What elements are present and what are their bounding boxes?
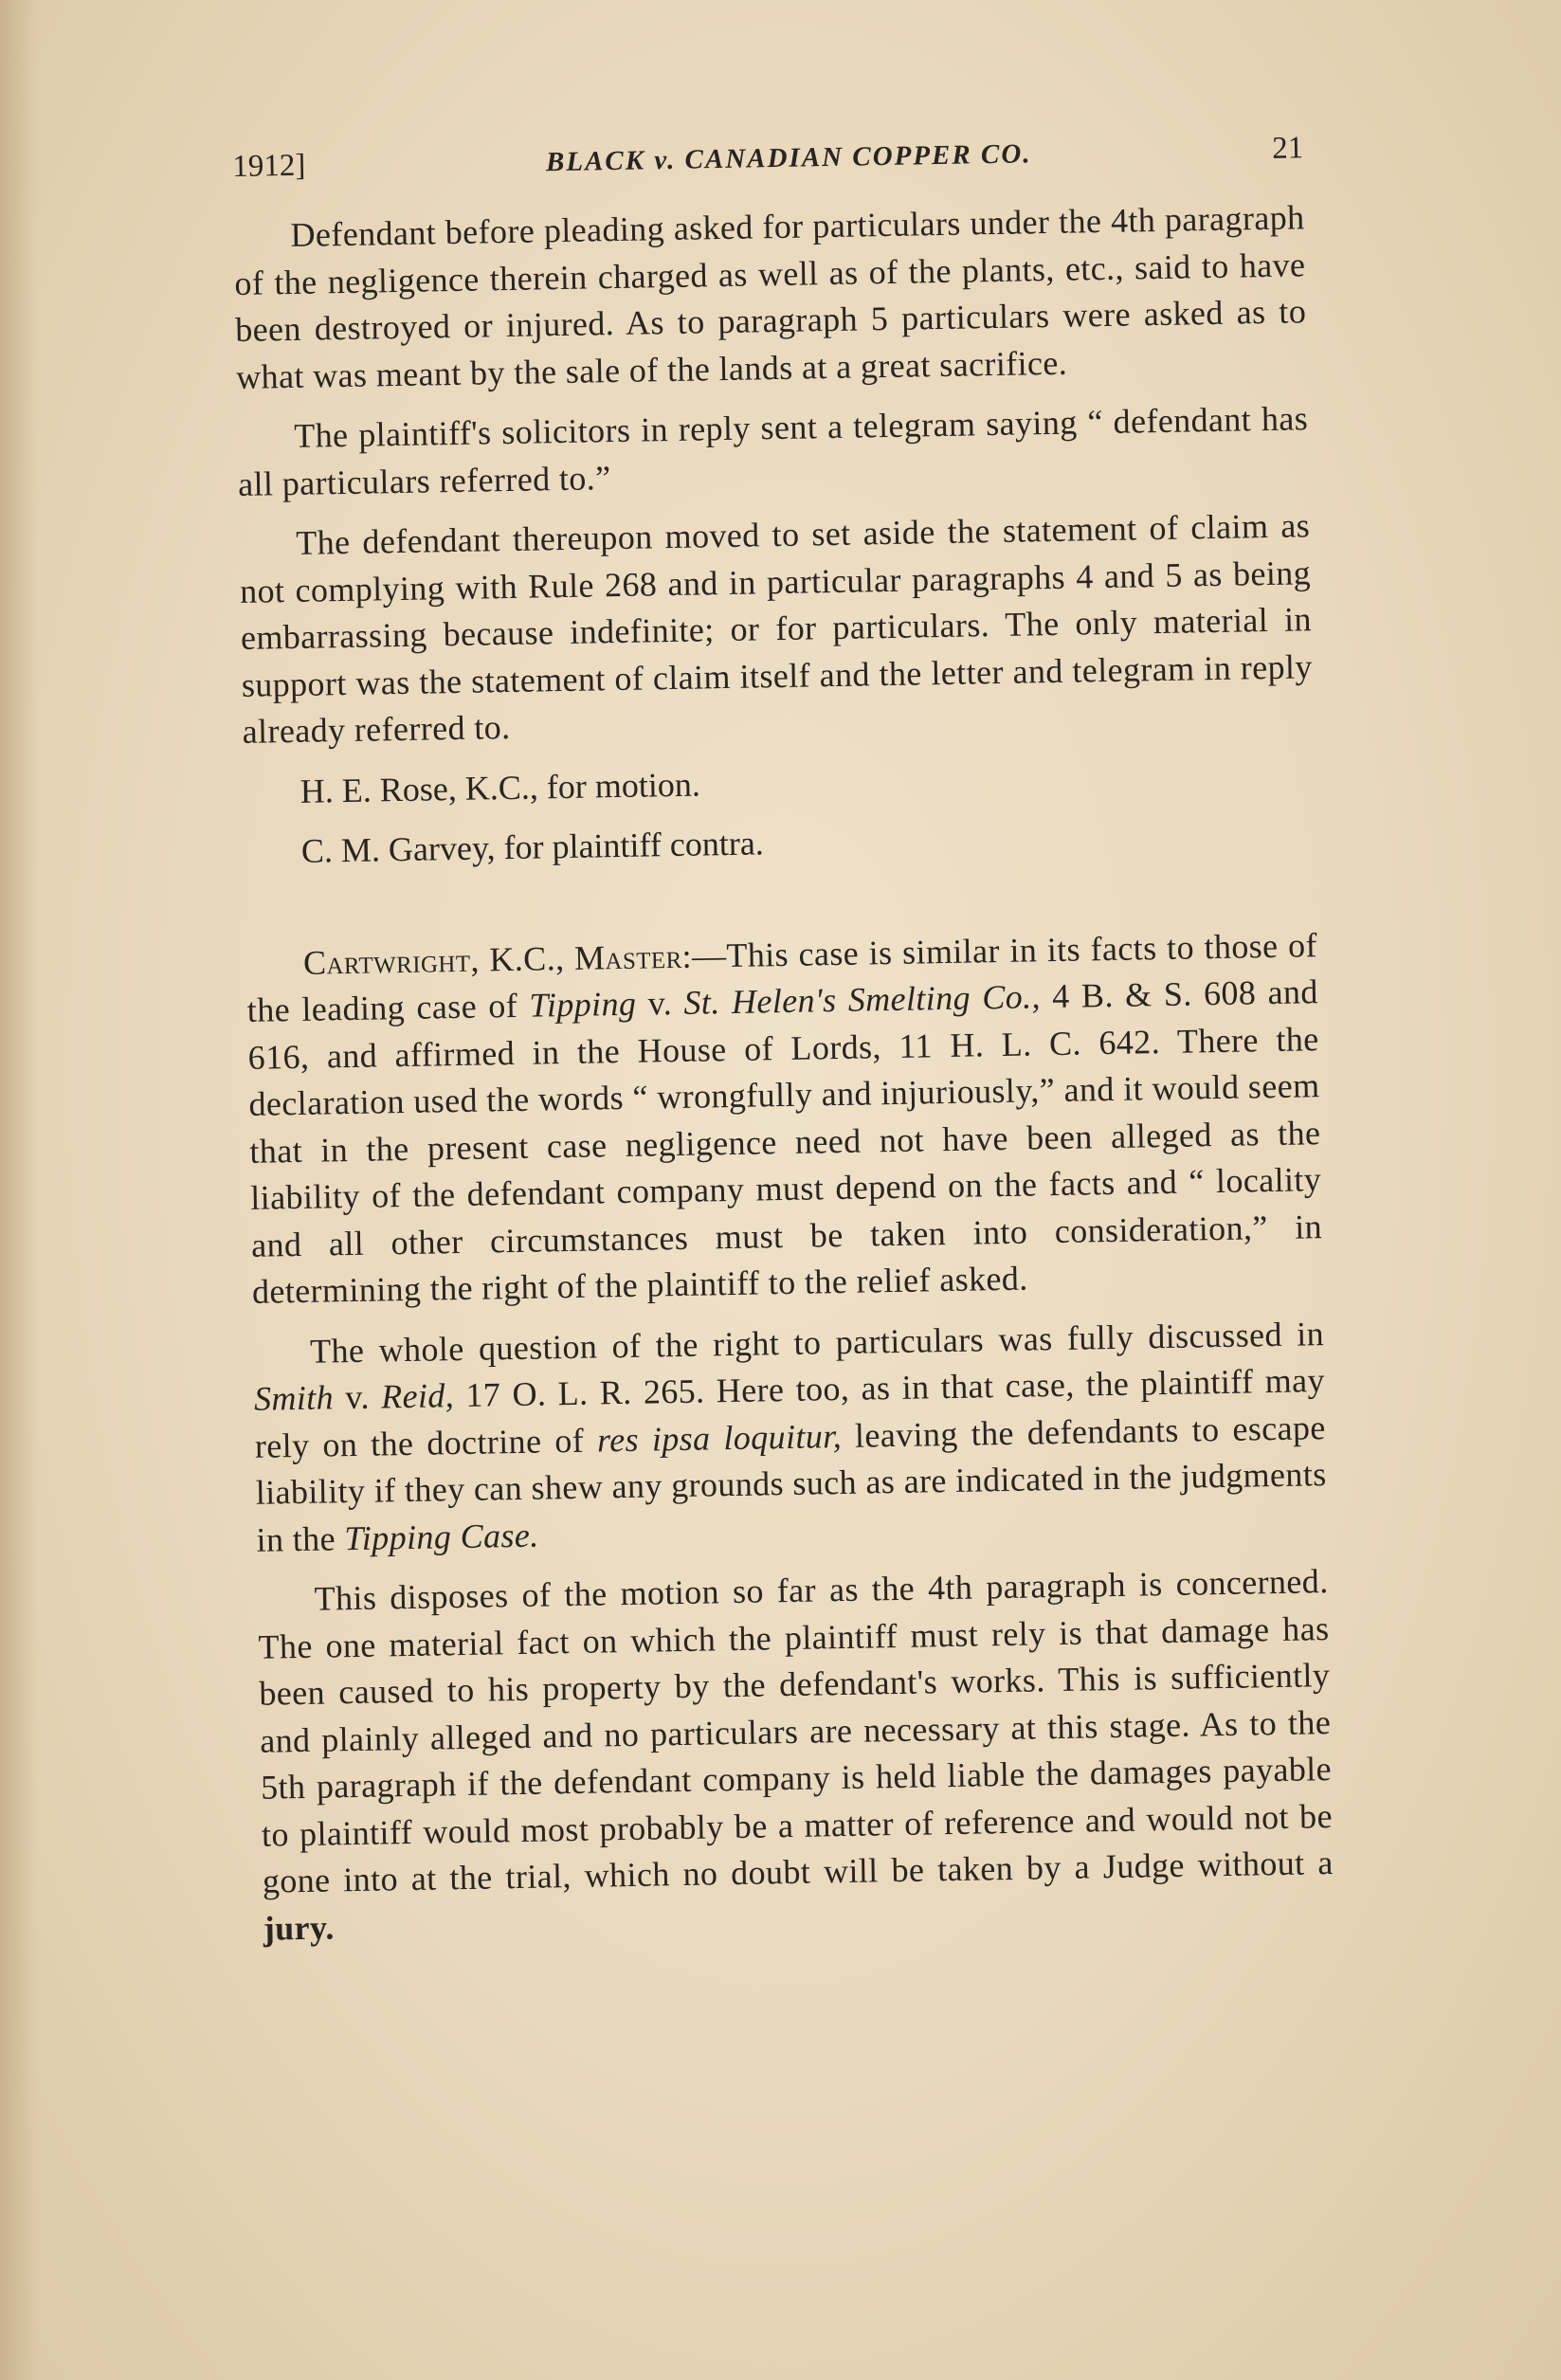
paragraph-3: The defendant thereupon moved to set aside the statement of claim as not complying with Rule 268 and in particular paragraphs 4 and 5 as being embarrassing because indefinite; or for particulars. The only material in support was the statement of claim itself and the letter and telegram in reply already referred to. [239,506,1314,751]
counsel-contra: C. M. Garvey, for plaintiff contra. [300,824,765,870]
case-name-st-helens: St. Helen's Smelting Co., [683,977,1042,1022]
judgment-text-2: 4 B. & S. 608 and 616, and affirmed in the House of Lords, 11 H. L. C. 642. There the declaration used the words “ wrongfully and injuriously,” and it would seem that in the present case negligence need not have been alleged as the liability of the defendant company must depend on the facts and “ locality and all other circumstances must be taken into consideration,” in determining the right of the plaintiff to the relief asked. [247,972,1323,1311]
judgment-text-1: This case is similar in its facts to those of the leading case of [246,925,1318,1029]
judge-name: Cartwright, K.C., Master [302,936,682,982]
p5-text-3: leaving the defendants to escape liability if they can shew any grounds such as are indicated in the judgments in the [255,1408,1327,1559]
p5-versus: v. [333,1377,382,1417]
p6-text: This disposes of the motion so far as the 4th paragraph is concerned. The one material fact on which the plaintiff must rely is that damage has been caused to his property by the defendant's works. This is sufficiently and plainly alleged and no particulars are necessary at this stage. As to the 5th paragraph if the defendant company is held liable the damages payable to plaintiff would most probably be a matter of reference and would not be gone into at the trial, which no doubt will be taken by a Judge without a [258,1562,1334,1900]
paragraph-2: The plaintiff's solicitors in reply sent a telegram saying “ defendant has all particulars referred to.” [237,399,1309,503]
page-number: 21 [1271,131,1304,166]
case-name-reid: Reid, [380,1376,455,1416]
paragraph-6 [257,1558,1334,1953]
judge-separator: :— [681,936,727,975]
case-name-tipping-case: Tipping Case. [344,1516,539,1557]
counsel-for-motion: H. E. Rose, K.C., for motion. [299,764,701,810]
paragraph-1: Defendant before pleading asked for particulars under the 4th paragraph of the negligence therein charged as well as of the plants, etc., said to have been destroyed or injured. As to paragraph 5 particulars were asked as to what was meant by the sale of the lands at a great sacrifice. [234,198,1307,396]
judgment-paragraph [246,922,1324,1317]
latin-phrase: res ipsa loquitur, [596,1416,843,1459]
page-text-block [232,131,1334,1965]
p6-last-word: jury. [263,1907,336,1948]
header-year: 1912] [232,148,306,184]
running-head [232,131,1303,185]
case-name-tipping: Tipping [529,984,637,1025]
p5-text-2: 17 O. L. R. 265. Here too, as in that case, the plaintiff may rely on the doctrine of [254,1361,1326,1465]
judgment-versus: v. [635,983,684,1023]
header-title: BLACK v. CANADIAN COPPER CO. [545,138,1032,178]
paragraph-5 [253,1311,1328,1564]
case-name-smith: Smith [253,1378,335,1418]
p5-text-1: The whole question of the right to particulars was fully discussed in [309,1314,1325,1371]
